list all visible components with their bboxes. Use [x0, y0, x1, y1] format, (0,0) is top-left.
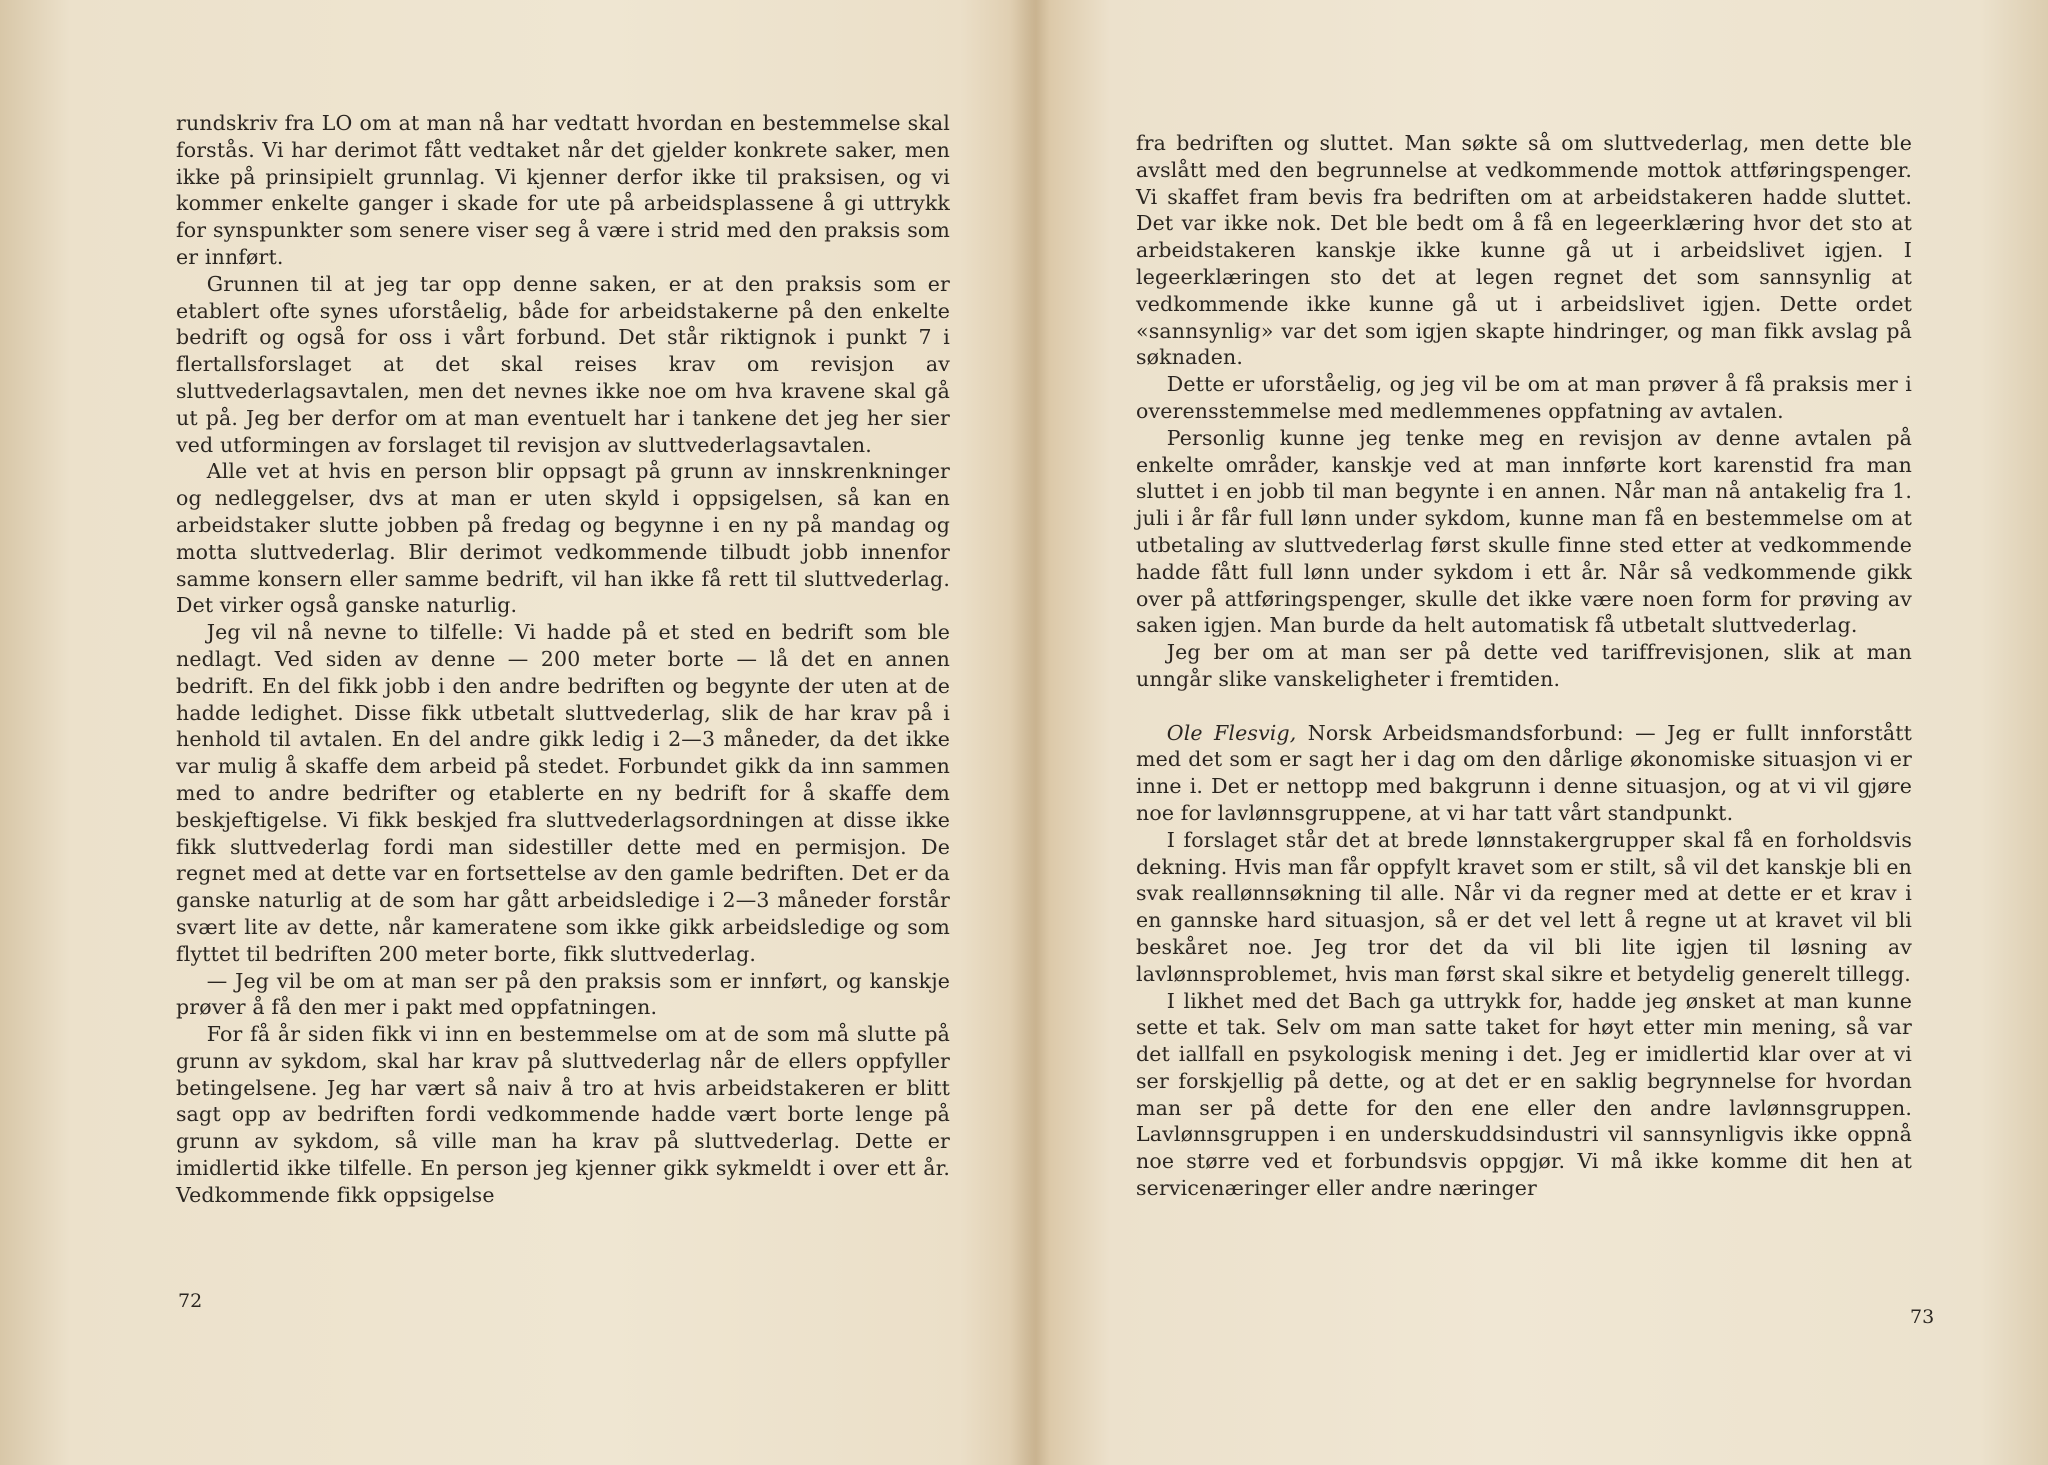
paragraph: Dette er uforståelig, og jeg vil be om at man prøver å få praksis mer i overensstemmelse med medlemmenes oppfatning av avtalen.: [1136, 372, 1912, 423]
right-page: [1036, 0, 2048, 1465]
paragraph: — Jeg vil be om at man ser på den praksis som er innført, og kanskje prøver å få den mer i pakt med oppfatningen.: [176, 968, 950, 1020]
speaker-name: Ole Flesvig,: [1166, 720, 1297, 745]
right-page-text: [1136, 130, 1912, 1202]
paragraph: Jeg vil nå nevne to tilfelle: Vi hadde på et sted en bedrift som ble nedlagt. Ved siden av denne — 200 meter borte — lå det en annen bedrift. En del fikk jobb i den andre bedriften og begynte der uten at de hadde ledighet. Disse fikk utbetalt sluttvederlag, slik de har krav på i henhold til avtalen. En del andre gikk ledig i 2—3 måneder, da det ikke var mulig å skaffe dem arbeid på stedet. Forbundet gikk da inn sammen med to andre bedrifter og etablerte en ny bedrift for å skaffe dem beskjeftigelse. Vi fikk beskjed fra sluttvederlagsordningen at disse ikke fikk sluttvederlag fordi man sidestiller dette med en permisjon. De regnet med at dette var en fortsettelse av den gamle bedriften. Det er da ganske naturlig at de som har gått arbeidsledige i 2—3 måneder forstår svært lite av dette, når kameratene som ikke gikk arbeidsledige og som flyttet til bedriften 200 meter borte, fikk sluttvederlag.: [176, 620, 950, 966]
left-page-text: [176, 110, 950, 1209]
paragraph: Jeg ber om at man ser på dette ved tariffrevisjonen, slik at man unngår slike vanskeligheter i fremtiden.: [1136, 640, 1912, 691]
page-number: 73: [1910, 1306, 1935, 1328]
speaker-statement: Norsk Arbeidsmandsforbund: — Jeg er fullt innforstått med det som er sagt her i dag om den dårlige økonomiske situasjon vi er inne i. Det er nettopp med bakgrunn i denne situasjon, og at vi vil gjøre noe for lavlønnsgruppene, at vi har tatt vårt standpunkt.: [1136, 720, 1912, 825]
paragraph: fra bedriften og sluttet. Man søkte så om sluttvederlag, men dette ble avslått med den begrunnelse at vedkommende mottok attføringspenger. Vi skaffet fram bevis fra bedriften om at arbeidstakeren hadde sluttet. Det var ikke nok. Det ble bedt om å få en legeerklæring hvor det sto at arbeidstakeren kanskje ikke kunne gå ut i arbeidslivet igjen. I legeerklæringen sto det at legen regnet det som sannsynlig at vedkommende ikke kunne gå ut i arbeidslivet igjen. Dette ordet «sannsynlig» var det som igjen skapte hindringer, og man fikk avslag på søknaden.: [1136, 131, 1912, 370]
paragraph: I forslaget står det at brede lønnstakergrupper skal få en forholdsvis dekning. Hvis man får oppfylt kravet som er stilt, så vil det kanskje bli en svak reallønnsøkning til alle. Når vi da regner med at dette er et krav i en gannske hard situasjon, så er det vel lett å regne ut at kravet vil bli beskåret noe. Jeg tror det da vil bli lite igjen til løsning av lavlønnsproblemet, hvis man først skal sikre et betydelig generelt tillegg.: [1136, 827, 1912, 986]
paragraph: Grunnen til at jeg tar opp denne saken, er at den praksis som er etablert ofte synes uforståelig, både for arbeidstakerne på den enkelte bedrift og også for oss i vårt forbund. Det står riktignok i punkt 7 i flertallsforslaget at det skal reises krav om revisjon av sluttvederlagsavtalen, men det nevnes ikke noe om hva kravene skal gå ut på. Jeg ber derfor om at man eventuelt har i tankene det jeg her sier ved utformingen av forslaget til revisjon av sluttvederlagsavtalen.: [176, 271, 950, 457]
speaker-paragraph: [1136, 720, 1912, 827]
paragraph: Personlig kunne jeg tenke meg en revisjon av denne avtalen på enkelte områder, kanskje ved at man innførte kort karenstid fra man sluttet i en jobb til man begynte i en annen. Når man nå antakelig fra 1. juli i år får full lønn under sykdom, kunne man få en bestemmelse om at utbetaling av sluttvederlag først skulle finne sted etter at vedkommende hadde fått full lønn under sykdom i ett år. Når så vedkommende gikk over på attføringspenger, skulle det ikke være noen form for prøving av saken igjen. Man burde da helt automatisk få utbetalt sluttvederlag.: [1136, 425, 1912, 638]
paragraph: Alle vet at hvis en person blir oppsagt på grunn av innskrenkninger og nedleggelser, dvs at man er uten skyld i oppsigelsen, så kan en arbeidstaker slutte jobben på fredag og begynne i en ny på mandag og motta sluttvederlag. Blir derimot vedkommende tilbudt jobb innenfor samme konsern eller samme bedrift, vil han ikke få rett til sluttvederlag. Det virker også ganske naturlig.: [176, 459, 950, 618]
paragraph: rundskriv fra LO om at man nå har vedtatt hvordan en bestemmelse skal forstås. Vi har derimot fått vedtaket når det gjelder konkrete saker, men ikke på prinsipielt grunnlag. Vi kjenner derfor ikke til praksisen, og vi kommer enkelte ganger i skade for ute på arbeidsplassene å gi uttrykk for synspunkter som senere viser seg å være i strid med den praksis som er innført.: [176, 111, 950, 269]
paragraph: For få år siden fikk vi inn en bestemmelse om at de som må slutte på grunn av sykdom, skal har krav på sluttvederlag når de ellers oppfyller betingelsene. Jeg har vært så naiv å tro at hvis arbeidstakeren er blitt sagt opp av bedriften fordi vedkommende hadde vært borte lenge på grunn av sykdom, så ville man ha krav på sluttvederlag. Dette er imidlertid ikke tilfelle. En person jeg kjenner gikk sykmeldt i over ett år. Vedkommende fikk oppsigelse: [176, 1022, 950, 1207]
paragraph: I likhet med det Bach ga uttrykk for, hadde jeg ønsket at man kunne sette et tak. Selv om man satte taket for høyt etter min mening, så var det iallfall en psykologisk mening i det. Jeg er imidlertid klar over at vi ser forskjellig på dette, og at det er en saklig begrynnelse for hvordan man ser på dette for den ene eller den andre lavlønnsgruppen. Lavlønnsgruppen i en underskuddsindustri vil sannsynligvis ikke oppnå noe større ved et forbundsvis oppgjør. Vi må ikke komme dit hen at servicenæringer eller andre næringer: [1136, 988, 1912, 1201]
page-number: 72: [178, 1290, 203, 1312]
